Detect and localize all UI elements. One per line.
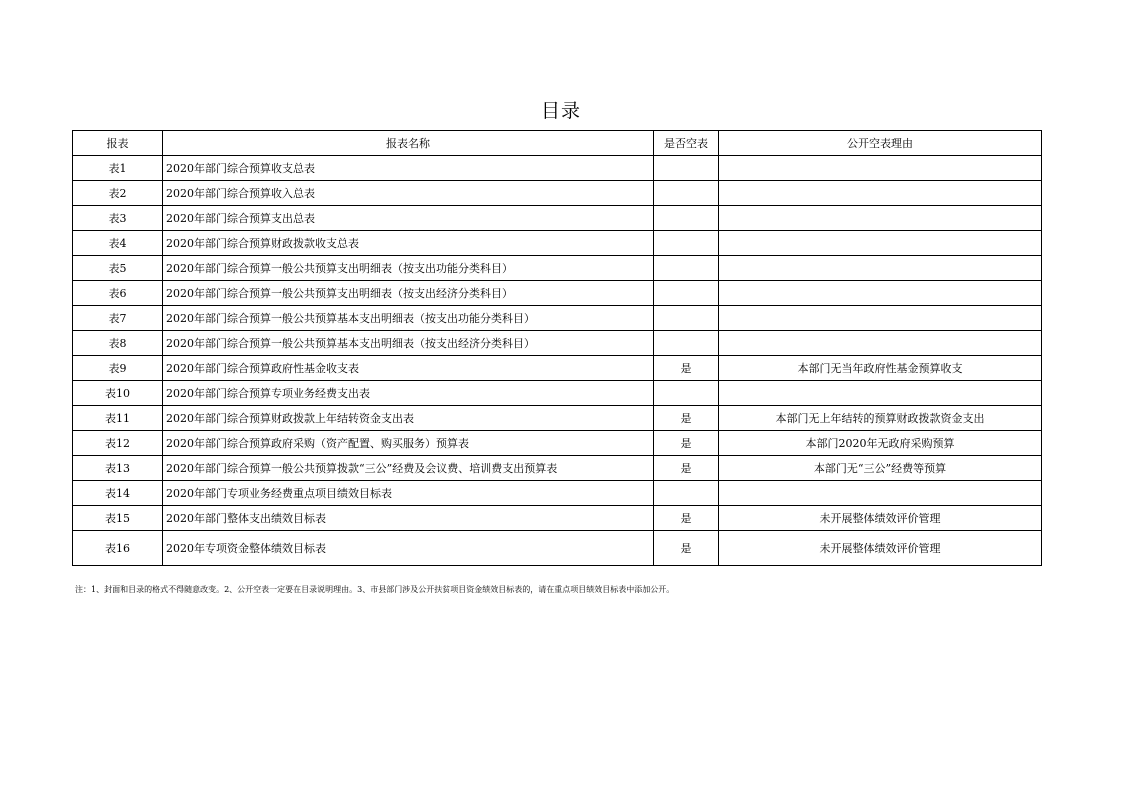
table-row: [73, 331, 1042, 356]
cell-empty: 是: [654, 356, 719, 381]
cell-reason: [719, 231, 1042, 256]
page-title: 目录: [540, 100, 581, 122]
cell-name: 2020年专项资金整体绩效目标表: [163, 531, 654, 566]
cell-name: 2020年部门综合预算财政拨款收支总表: [163, 231, 654, 256]
cell-reason: 本部门无当年政府性基金预算收支: [719, 356, 1042, 381]
cell-code: 表14: [73, 481, 163, 506]
table-row: [73, 406, 1042, 431]
cell-empty: 是: [654, 456, 719, 481]
cell-reason: 本部门无上年结转的预算财政拨款资金支出: [719, 406, 1042, 431]
cell-reason: 本部门2020年无政府采购预算: [719, 431, 1042, 456]
cell-empty: [654, 381, 719, 406]
table-row: [73, 206, 1042, 231]
header-reason: 公开空表理由: [719, 131, 1042, 156]
cell-empty: [654, 306, 719, 331]
cell-code: 表12: [73, 431, 163, 456]
table-row: [73, 281, 1042, 306]
cell-reason: [719, 181, 1042, 206]
cell-name: 2020年部门综合预算收入总表: [163, 181, 654, 206]
cell-name: 2020年部门综合预算一般公共预算支出明细表（按支出经济分类科目）: [163, 281, 654, 306]
table-row: [73, 456, 1042, 481]
table-row: [73, 181, 1042, 206]
cell-code: 表11: [73, 406, 163, 431]
cell-code: 表9: [73, 356, 163, 381]
table-row: [73, 231, 1042, 256]
header-empty: 是否空表: [654, 131, 719, 156]
cell-empty: [654, 156, 719, 181]
cell-code: 表2: [73, 181, 163, 206]
cell-name: 2020年部门综合预算政府性基金收支表: [163, 356, 654, 381]
table-row: [73, 256, 1042, 281]
cell-empty: [654, 231, 719, 256]
cell-name: 2020年部门综合预算一般公共预算支出明细表（按支出功能分类科目）: [163, 256, 654, 281]
table-header-row: [73, 131, 1042, 156]
cell-empty: [654, 256, 719, 281]
cell-empty: [654, 481, 719, 506]
cell-reason: 本部门无“三公”经费等预算: [719, 456, 1042, 481]
cell-code: 表16: [73, 531, 163, 566]
cell-reason: [719, 381, 1042, 406]
cell-name: 2020年部门综合预算一般公共预算拨款“三公”经费及会议费、培训费支出预算表: [163, 456, 654, 481]
cell-empty: [654, 281, 719, 306]
cell-code: 表10: [73, 381, 163, 406]
cell-empty: 是: [654, 431, 719, 456]
cell-name: 2020年部门整体支出绩效目标表: [163, 506, 654, 531]
cell-empty: 是: [654, 506, 719, 531]
cell-reason: [719, 206, 1042, 231]
table-body: [73, 156, 1042, 566]
cell-empty: [654, 331, 719, 356]
table-row: [73, 531, 1042, 566]
cell-empty: 是: [654, 531, 719, 566]
cell-name: 2020年部门专项业务经费重点项目绩效目标表: [163, 481, 654, 506]
header-code: 报表: [73, 131, 163, 156]
cell-empty: [654, 206, 719, 231]
cell-reason: 未开展整体绩效评价管理: [719, 531, 1042, 566]
cell-name: 2020年部门综合预算一般公共预算基本支出明细表（按支出经济分类科目）: [163, 331, 654, 356]
cell-code: 表3: [73, 206, 163, 231]
cell-name: 2020年部门综合预算支出总表: [163, 206, 654, 231]
table-row: [73, 431, 1042, 456]
cell-code: 表8: [73, 331, 163, 356]
cell-name: 2020年部门综合预算政府采购（资产配置、购买服务）预算表: [163, 431, 654, 456]
cell-empty: [654, 181, 719, 206]
table-row: [73, 356, 1042, 381]
table-of-contents: [72, 130, 1042, 566]
cell-code: 表7: [73, 306, 163, 331]
cell-name: 2020年部门综合预算收支总表: [163, 156, 654, 181]
table-row: [73, 481, 1042, 506]
cell-name: 2020年部门综合预算财政拨款上年结转资金支出表: [163, 406, 654, 431]
cell-code: 表1: [73, 156, 163, 181]
cell-name: 2020年部门综合预算一般公共预算基本支出明细表（按支出功能分类科目）: [163, 306, 654, 331]
table-row: [73, 381, 1042, 406]
cell-reason: [719, 481, 1042, 506]
cell-code: 表5: [73, 256, 163, 281]
cell-reason: [719, 306, 1042, 331]
table-row: [73, 156, 1042, 181]
table-row: [73, 506, 1042, 531]
cell-empty: 是: [654, 406, 719, 431]
cell-code: 表15: [73, 506, 163, 531]
table-row: [73, 306, 1042, 331]
cell-code: 表4: [73, 231, 163, 256]
cell-reason: [719, 331, 1042, 356]
cell-reason: [719, 256, 1042, 281]
footnote: 注：1、封面和目录的格式不得随意改变。2、公开空表一定要在目录说明理由。3、市县部门涉及公开扶贫项目资金绩效目标表的，请在重点项目绩效目标表中添加公开。: [75, 585, 675, 594]
cell-reason: [719, 281, 1042, 306]
cell-reason: [719, 156, 1042, 181]
cell-reason: 未开展整体绩效评价管理: [719, 506, 1042, 531]
cell-code: 表13: [73, 456, 163, 481]
cell-name: 2020年部门综合预算专项业务经费支出表: [163, 381, 654, 406]
header-name: 报表名称: [163, 131, 654, 156]
cell-code: 表6: [73, 281, 163, 306]
